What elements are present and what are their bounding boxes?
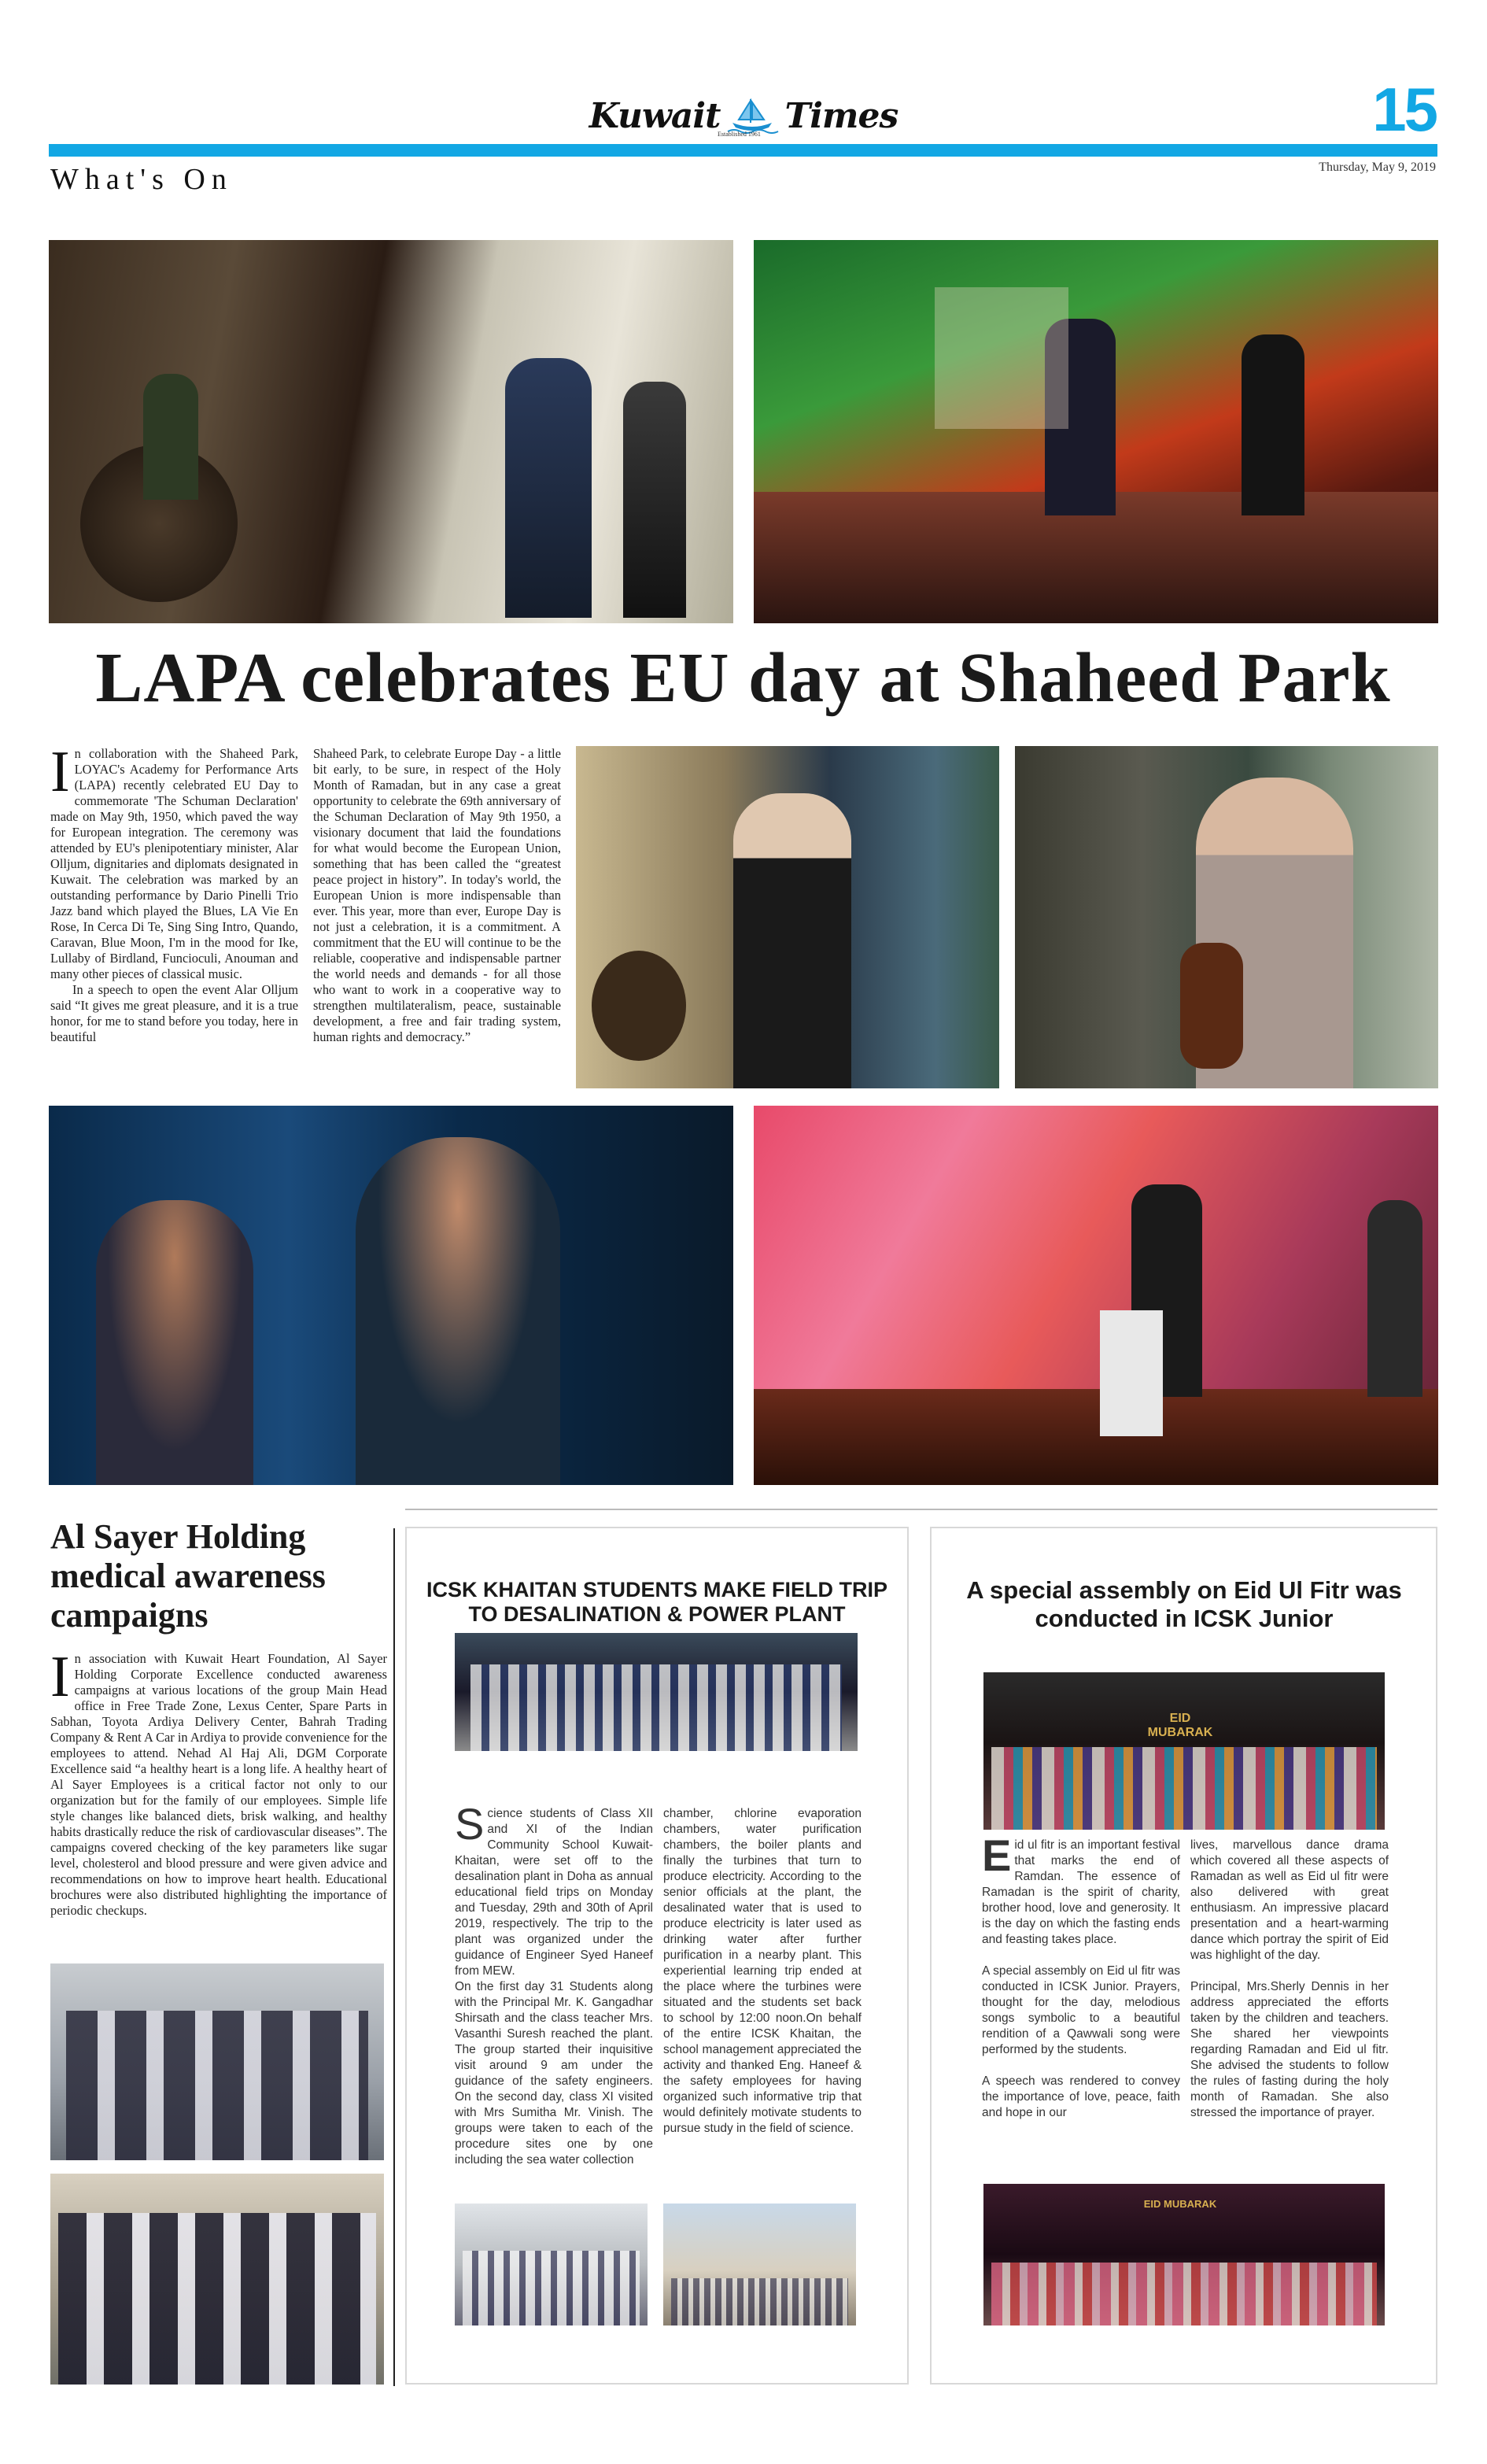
icsk-khaitan-column-1 — [455, 1799, 653, 2168]
photo-minister-speaking[interactable] — [576, 746, 999, 1088]
photo-eid-dance[interactable] — [983, 2184, 1385, 2325]
khaitan-paragraph: On the first day 31 Students along with the Principal Mr. K. Gangadhar Shirsath and the class teacher Mrs. Vasanthi Suresh reached the plant. The group started their inquisitive visit around 9 am under the guidance of the safety engineers. On the second day, class XI visited with Mrs Sumitha Mr. Vinish. The groups were taken to each of the procedure sites one by one including the sea water collection — [455, 1980, 653, 2167]
junior-paragraph: A speech was rendered to convey the importance of love, peace, faith and hope in our — [982, 2074, 1180, 2119]
logo-word-left: Kuwait — [589, 95, 721, 136]
lapa-column-2 — [313, 746, 561, 1045]
photo-icsk-students-indoor[interactable] — [455, 2204, 648, 2325]
header-bar — [49, 144, 1437, 157]
photo-eid-mubarak-stage[interactable] — [983, 1672, 1385, 1830]
lapa-paragraph: n collaboration with the Shaheed Park, LOYAC's Academy for Performance Arts (LAPA) recently celebrated EU Day to commemorate 'The Schuman Declaration' made on May 9th, 1950, which paved the way for European integration. The ceremony was attended by EU's plenipotentiary minister, Alar Olljum, dignitaries and diplomats designated in Kuwait. The celebration was marked by an outstanding performance by Dario Pinelli Trio Jazz band which played the Blues, LA Vie En Rose, In Cerca Di Te, Sing Sing Intro, Quando, Caravan, Blue Moon, I'm in the mood for Ike, Lullaby of Birdland, Funcioculi, Anouman and many other pieces of classical music. — [50, 746, 298, 981]
icsk-junior-headline: A special assembly on Eid Ul Fitr was conducted in ICSK Junior — [966, 1576, 1402, 1632]
eid-mubarak-banner: EID MUBARAK — [1143, 2198, 1217, 2210]
junior-paragraph: A special assembly on Eid ul fitr was conducted in ICSK Junior. Prayers, thought for the day, melodious songs symbolic to a beautiful rendition of a Qawwali song were performed by the students. — [982, 1964, 1180, 2056]
photo-icsk-students-outdoor[interactable] — [663, 2204, 856, 2325]
lapa-headline: LAPA celebrates EU day at Shaheed Park — [95, 639, 1391, 717]
column-divider — [393, 1528, 395, 2386]
icsk-khaitan-column-2 — [663, 1806, 862, 2137]
photo-icsk-students-group[interactable] — [455, 1633, 858, 1751]
photo-band-performing[interactable] — [49, 240, 733, 623]
photo-alsayer-toyota-group[interactable] — [50, 2174, 384, 2385]
dhow-boat-icon — [725, 96, 780, 135]
alsayer-headline: Al Sayer Holding medical awareness campaigns — [50, 1517, 326, 1635]
icsk-khaitan-headline: ICSK KHAITAN STUDENTS MAKE FIELD TRIP TO DESALINATION & POWER PLANT — [426, 1578, 887, 1627]
icsk-junior-column-2 — [1190, 1838, 1389, 2121]
khaitan-paragraph: chamber, chlorine evaporation chambers, water purification chambers, the boiler plants and finally the turbines that turn to produce electricity. According to the senior officials at the plant, the desalinated water that is used to produce electricity is later used as drinking water after further purification in a nearby plant. This experiential learning trip ended at the place where the turbines were situated and the students set back to school by 12:00 noon.On behalf of the entire ICSK Khaitan, the school management appreciated the activity and thanked Eng. Haneef & the safety employees for having organized such informative trip that would definitely motivate students to pursue study in the field of science. — [663, 1807, 862, 2135]
dropcap: E — [982, 1830, 1012, 1880]
alsayer-paragraph: n association with Kuwait Heart Foundation, Al Sayer Holding Corporate Excellence conducted awareness campaigns at various locations of the group Main Head office in Free Trade Zone, Lexus Center, Spare Parts in Sabhan, Toyota Ardiya Delivery Center, Bahrah Trading Company & Rent A Car in Ardiya to provide convenience for the employees to attend. Nehad Al Haj Ali, DGM Corporate Excellence said “a healthy heart is a long life. A healthy heart of Al Sayer Employees is a critical factor not only to our organization but for the family of our employees. Simple life style changes like balanced diets, brisk walking, and healthy habits drastically reduce the risk of cardiovascular diseases”. The campaigns covered checking of the key parameters like sugar level, cholesterol and blood pressure and were given advice and recommendations on how to improve heart health. Educational brochures were also distributed highlighting the importance of periodic checkups. — [50, 1651, 387, 1918]
dropcap: I — [50, 1645, 70, 1709]
dropcap: I — [50, 740, 70, 804]
lapa-paragraph: In a speech to open the event Alar Olljum said “It gives me great pleasure, and it is a true honor, for me to stand before you today, here in beautiful — [50, 982, 298, 1044]
lapa-paragraph: Shaheed Park, to celebrate Europe Day - a little bit early, to be sure, in respect of the Holy Month of Ramadan, but in any case a great opportunity to celebrate the 69th anniversary of the Schuman Declaration of May 9th 1950, a visionary document that laid the foundations for what would become the European Union, something that has been called the “greatest peace project in history”. In today's world, the European Union is more indispensable than ever. This year, more than ever, Europe Day is not just a celebration, it is a commitment. A commitment that the EU will continue to be the reliable, cooperative and indispensable partner the world needs and demands - for all those who want to work in a cooperative way to strengthen multilateralism, peace, sustainable development, a free and fair trading system, human rights and democracy.” — [313, 746, 561, 1044]
photo-pink-stage[interactable] — [754, 1106, 1438, 1485]
section-divider — [405, 1509, 1437, 1510]
page-date: Thursday, May 9, 2019 — [1319, 161, 1436, 174]
icsk-junior-column-1 — [982, 1830, 1180, 2121]
eid-mubarak-banner: EID MUBARAK — [1147, 1712, 1213, 1739]
photo-guitarists-closeup[interactable] — [49, 1106, 733, 1485]
photo-band-laser-stage[interactable] — [754, 240, 1438, 623]
section-title: What's On — [50, 163, 233, 196]
masthead — [0, 0, 1487, 196]
alsayer-body — [50, 1645, 387, 1919]
logo-word-right: Times — [784, 95, 898, 136]
junior-paragraph: id ul fitr is an important festival that marks the end of Ramdan. The essence of Ramadan is the spirit of charity, brother hood, love and generosity. It is the day on which the fasting ends and feasting takes place. — [982, 1838, 1180, 1946]
page-number: 15 — [1372, 75, 1436, 144]
lapa-column-1 — [50, 740, 298, 1045]
junior-paragraph: lives, marvellous dance drama which covered all these aspects of Ramadan as well as Eid ul fitr were also delivered with great enthusiasm. An impressive placard presentation and a heart-warming dance which portray the spirit of Eid was highlight of the day. — [1190, 1838, 1389, 1962]
established-label: Established 1961 — [718, 131, 761, 138]
junior-paragraph: Principal, Mrs.Sherly Dennis in her address appreciated the efforts taken by the children and teachers. She shared her viewpoints regarding Ramadan and Eid ul fitr. She advised the students to follow the rules of fasting during the holy month of Ramadan. She also stressed the importance of prayer. — [1190, 1980, 1389, 2119]
photo-guitarist-singing[interactable] — [1015, 746, 1438, 1088]
photo-alsayer-lexus-group[interactable] — [50, 1963, 384, 2160]
khaitan-paragraph: cience students of Class XII and XI of the Indian Community School Kuwait-Khaitan, were set off to the desalination plant in Doha as annual educational field trips on Monday and Tuesday, 29th and 30th of April 2019, respectively. The trip to the plant was organized under the guidance of Engineer Syed Haneef from MEW. — [455, 1807, 653, 1978]
dropcap: S — [455, 1799, 485, 1849]
